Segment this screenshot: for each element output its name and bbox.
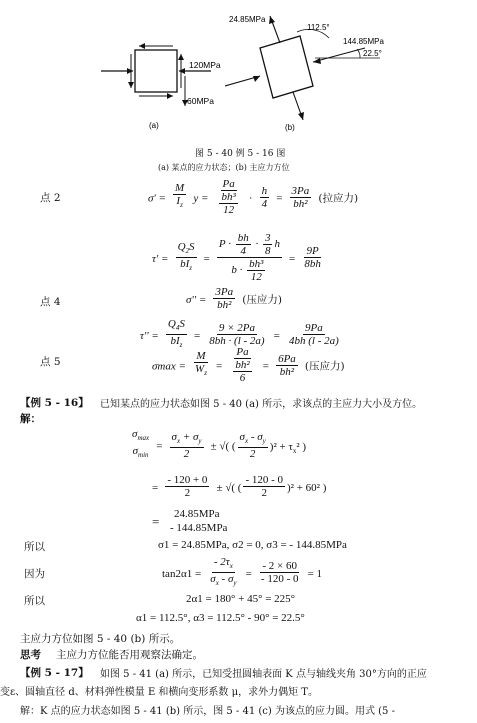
example17-text-1: 如图 5 - 41 (a) 所示，已知受扭圆轴表面 K 点与轴线夹角 30°方向的正应 (100, 669, 427, 680)
label-60mpa: 60MPa (187, 96, 214, 106)
point5-sigma-note: (压应力) (304, 360, 345, 373)
point5-label: 点 5 (40, 356, 61, 368)
subfigure-a-label: (a) (149, 121, 159, 130)
sigma-result-1: 24.85MPa (174, 508, 220, 520)
figure-caption: 图 5 - 40 例 5 - 16 图 (195, 149, 286, 159)
stress-element-square (135, 50, 177, 92)
figure-subcaption: (a) 某点的应力状态；(b) 主应力方位 (158, 163, 290, 172)
point4-sigma-note: (压应力) (242, 294, 282, 306)
example16-title: 【例 5 - 16】 (20, 397, 89, 409)
principal-angles: α1 = 112.5°, α3 = 112.5° - 90° = 22.5° (136, 612, 305, 624)
point2-label: 点 2 (40, 192, 61, 204)
example16-text: 已知某点的应力状态如图 5 - 40 (a) 所示，求该点的主应力大小及方位。 (100, 399, 423, 410)
example17-title: 【例 5 - 17】 (20, 667, 89, 679)
figure-b (225, 8, 385, 133)
yinwei: 因为 (24, 568, 45, 580)
point5-sigma-equation: σmax = $\frac{M}{W_z}$ = $\frac{Pa}{\frac{\text{bh²}}{6}}$ = $\frac{6Pa}{\text{bh²}}$ (压应力) (152, 346, 345, 384)
principal-stresses: σ1 = 24.85MPa, σ2 = 0, σ3 = - 144.85MPa (158, 539, 347, 551)
point2-sigma-note: (拉应力) (318, 192, 359, 205)
sigma-result-brace: = (152, 514, 160, 529)
label-22-5: 22.5° (363, 49, 382, 58)
label-144-85mpa: 144.85MPa (343, 37, 384, 46)
example17-text-2: 变ε、圆轴直径 d、材料弹性模量 E 和横向变形系数 μ，求外力偶矩 T。 (0, 687, 318, 698)
point4-sigma-equation: σ'' = $\frac{3Pa}{\text{bh²}}$ (压应力) (186, 286, 282, 311)
sigma-max-min-formula: $\sigma_{max}$ $\sigma_{min}$ = $\frac{\sigma_x + \sigma_y}{2}$ ± √( ( $\frac{\sigma_x - \sigma_y}{2}$ )$^2 + \tau_x^2$ ) (132, 428, 307, 460)
rotated-element (260, 36, 313, 98)
example16-solution: 解： (20, 413, 41, 425)
label-112-5: 112.5° (307, 23, 330, 32)
label-24-85mpa: 24.85MPa (229, 15, 266, 24)
point2-sigma-equation: σ' = $\frac{M}{I_z}$ y = $\frac{Pa}{\frac{\text{bh³}}{12}}$ · $\frac{h}{4}$ = $\frac{3Pa}{\text{bh²}}$ (拉应力) (148, 178, 359, 216)
point4-label: 点 4 (40, 296, 61, 308)
figure-a (95, 18, 235, 133)
suoyi-1: 所以 (24, 541, 45, 553)
point4-tau-equation: τ'' = $\frac{Q_4S}{bI_z}$ = $\frac{9 \times 2Pa}{8bh \cdot (l - 2a)}$ = $\frac{9Pa}{4bh (l - 2a)}$ (140, 318, 339, 350)
think-label: 思考 (20, 649, 41, 661)
sigma-numeric-formula: = $\frac{- 120 + 0}{2}$ ± √( ( $\frac{- 120 - 0}{2}$ )² + 60² ) (152, 474, 327, 499)
point2-tau-equation: τ' = $\frac{Q_2S}{bI_z}$ = P · $\frac{bh}{4}$ · $\frac{3}{8}$ h b · $\frac{\text{bh³}}{12}$ = $\frac{9P}{8bh}$ (152, 232, 321, 283)
conclusion: 主应力方位如图 5 - 40 (b) 所示。 (20, 633, 181, 645)
sigma-result-2: - 144.85MPa (170, 522, 228, 534)
double-angle: 2α1 = 180° + 45° = 225° (186, 593, 296, 605)
label-120mpa: 120MPa (189, 60, 221, 70)
subfigure-b-label: (b) (285, 123, 295, 132)
tan-formula: tan2α1 = $\frac{- 2\tau_x}{\sigma_x - \sigma_y}$ = $\frac{- 2 \times 60}{- 120 - 0}$ = 1 (162, 556, 323, 588)
example17-text-3: 解：K 点的应力状态如图 5 - 41 (b) 所示，图 5 - 41 (c) 为该点的应力圆。用式 (5 - (20, 706, 395, 717)
suoyi-2: 所以 (24, 595, 45, 607)
think-text: 主应力方位能否用观察法确定。 (56, 649, 203, 661)
